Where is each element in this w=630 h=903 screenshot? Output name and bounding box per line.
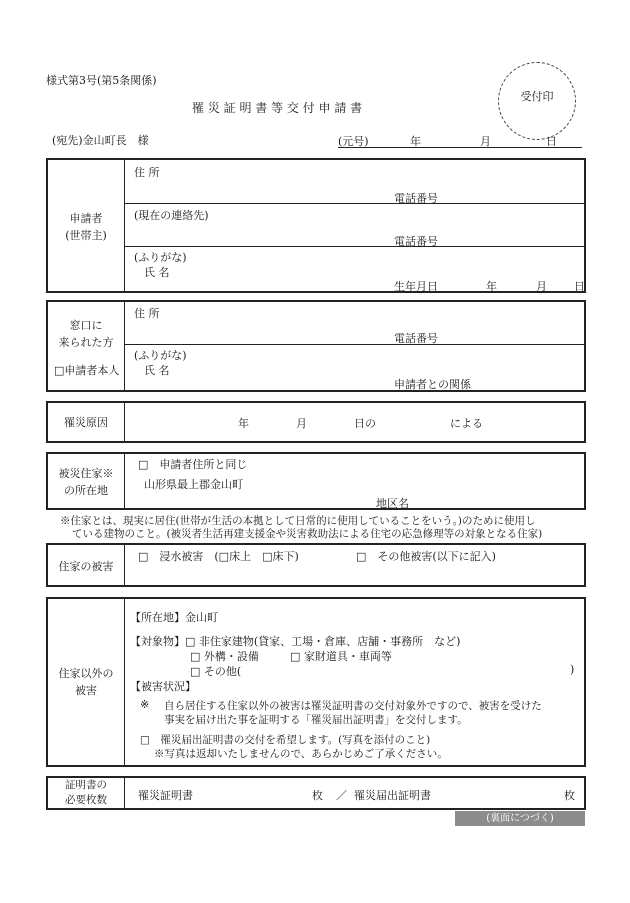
- date-year: 年: [410, 135, 421, 148]
- applicant-birth-month: 月: [536, 280, 547, 293]
- form-number: 様式第3号(第5条関係): [46, 74, 157, 87]
- non-house-target-line[interactable]: 【対象物】□ 非住家建物(貸家、工場・倉庫、店舗・事務所 など): [130, 635, 461, 648]
- applicant-section: [46, 158, 586, 293]
- date-month: 月: [480, 135, 491, 148]
- applicant-birth-day: 日: [574, 280, 585, 293]
- non-house-damage-section: [46, 597, 586, 767]
- applicant-birth-year: 年: [486, 280, 497, 293]
- non-house-note-line1: 自ら居住する住家以外の被害は罹災証明書の交付対象外ですので、被害を受けた: [164, 700, 542, 712]
- applicant-name-label: 氏 名: [144, 266, 170, 279]
- copies-cert-label: 罹災証明書: [138, 789, 193, 802]
- visitor-address-label: 住 所: [134, 307, 160, 320]
- visitor-phone-label: 電話番号: [394, 332, 438, 345]
- non-house-request-note: ※写真は返却いたしませんので、あらかじめご了承ください。: [154, 748, 448, 760]
- applicant-phone-label: 電話番号: [394, 192, 438, 205]
- applicant-address-label: 住 所: [134, 166, 160, 179]
- copies-label: 証明書の 必要枚数: [65, 779, 107, 806]
- house-damage-label: 住家の被害: [58, 560, 114, 573]
- reception-stamp-area: [498, 62, 576, 140]
- copies-cert-unit: 枚: [312, 789, 323, 802]
- copies-notice-unit: 枚: [564, 789, 575, 802]
- location-label: 被災住家※ の所在地: [58, 467, 114, 497]
- copies-separator: ／: [336, 789, 347, 802]
- cause-year: 年: [238, 417, 249, 430]
- non-house-target-other-close: ): [570, 663, 575, 676]
- continued-on-back-note: (裏面につづく): [455, 811, 585, 826]
- visitor-self-checkbox[interactable]: □申請者本人: [54, 364, 120, 377]
- visitor-section: [46, 300, 586, 392]
- non-house-status-heading: 【被害状況】: [130, 680, 196, 693]
- applicant-contact-phone-label: 電話番号: [394, 235, 438, 248]
- applicant-label: 申請者 (世帯主): [65, 212, 107, 242]
- stamp-label: 受付印: [520, 90, 554, 103]
- non-house-damage-label: 住家以外の 被害: [58, 667, 114, 697]
- cause-label: 罹災原因: [64, 416, 108, 429]
- applicant-furigana-label: (ふりがな): [134, 251, 187, 264]
- cause-by: による: [450, 417, 483, 430]
- date-line[interactable]: [338, 133, 582, 148]
- house-damage-section: [46, 543, 586, 587]
- house-damage-flood-checkbox[interactable]: □ 浸水被害 (□床上 □床下): [138, 550, 299, 563]
- page-title: 罹 災 証 明 書 等 交 付 申 請 書: [192, 101, 363, 115]
- cause-month: 月: [296, 417, 307, 430]
- date-era: (元号): [338, 135, 369, 148]
- non-house-target-other[interactable]: □ その他(: [190, 665, 242, 678]
- location-note-line1: ※住家とは、現実に居住(世帯が生活の本拠として日常的に使用していることをいう。)のために使用し: [60, 515, 536, 527]
- date-day: 日: [546, 135, 557, 148]
- addressee: (宛先)金山町長 様: [52, 134, 149, 147]
- location-same-checkbox[interactable]: □ 申請者住所と同じ: [138, 458, 248, 471]
- cause-section: [46, 401, 586, 443]
- cause-day: 日の: [354, 417, 376, 430]
- non-house-note-mark: ※: [140, 698, 150, 711]
- non-house-target-household[interactable]: □ 家財道具・車両等: [290, 650, 392, 663]
- copies-section: [46, 776, 586, 810]
- location-district-label: 地区名: [376, 497, 409, 510]
- non-house-target-exterior[interactable]: □ 外構・設備: [190, 650, 259, 663]
- applicant-contact-label: (現在の連絡先): [134, 209, 209, 222]
- copies-notice-label: 罹災届出証明書: [354, 789, 431, 802]
- location-note-line2: ている建物のこと。(被災者生活再建支援金や災害救助法による住宅の応急修理等の対象となる住家): [72, 528, 543, 540]
- visitor-furigana-label: (ふりがな): [134, 349, 187, 362]
- non-house-request-checkbox[interactable]: □ 罹災届出証明書の交付を希望します。(写真を添付のこと): [140, 734, 431, 746]
- house-damage-other-checkbox[interactable]: □ その他被害(以下に記入): [356, 550, 496, 563]
- non-house-note-line2: 事実を届け出た事を証明する「罹災届出証明書」を交付します。: [164, 714, 468, 726]
- visitor-name-label: 氏 名: [144, 364, 170, 377]
- applicant-birth-label: 生年月日: [394, 280, 438, 293]
- visitor-label: 窓口に 来られた方: [58, 319, 114, 349]
- location-section: [46, 452, 586, 510]
- location-town: 山形県最上郡金山町: [144, 478, 243, 491]
- visitor-relation-label: 申請者との関係: [394, 378, 471, 391]
- non-house-location: 【所在地】金山町: [130, 611, 218, 624]
